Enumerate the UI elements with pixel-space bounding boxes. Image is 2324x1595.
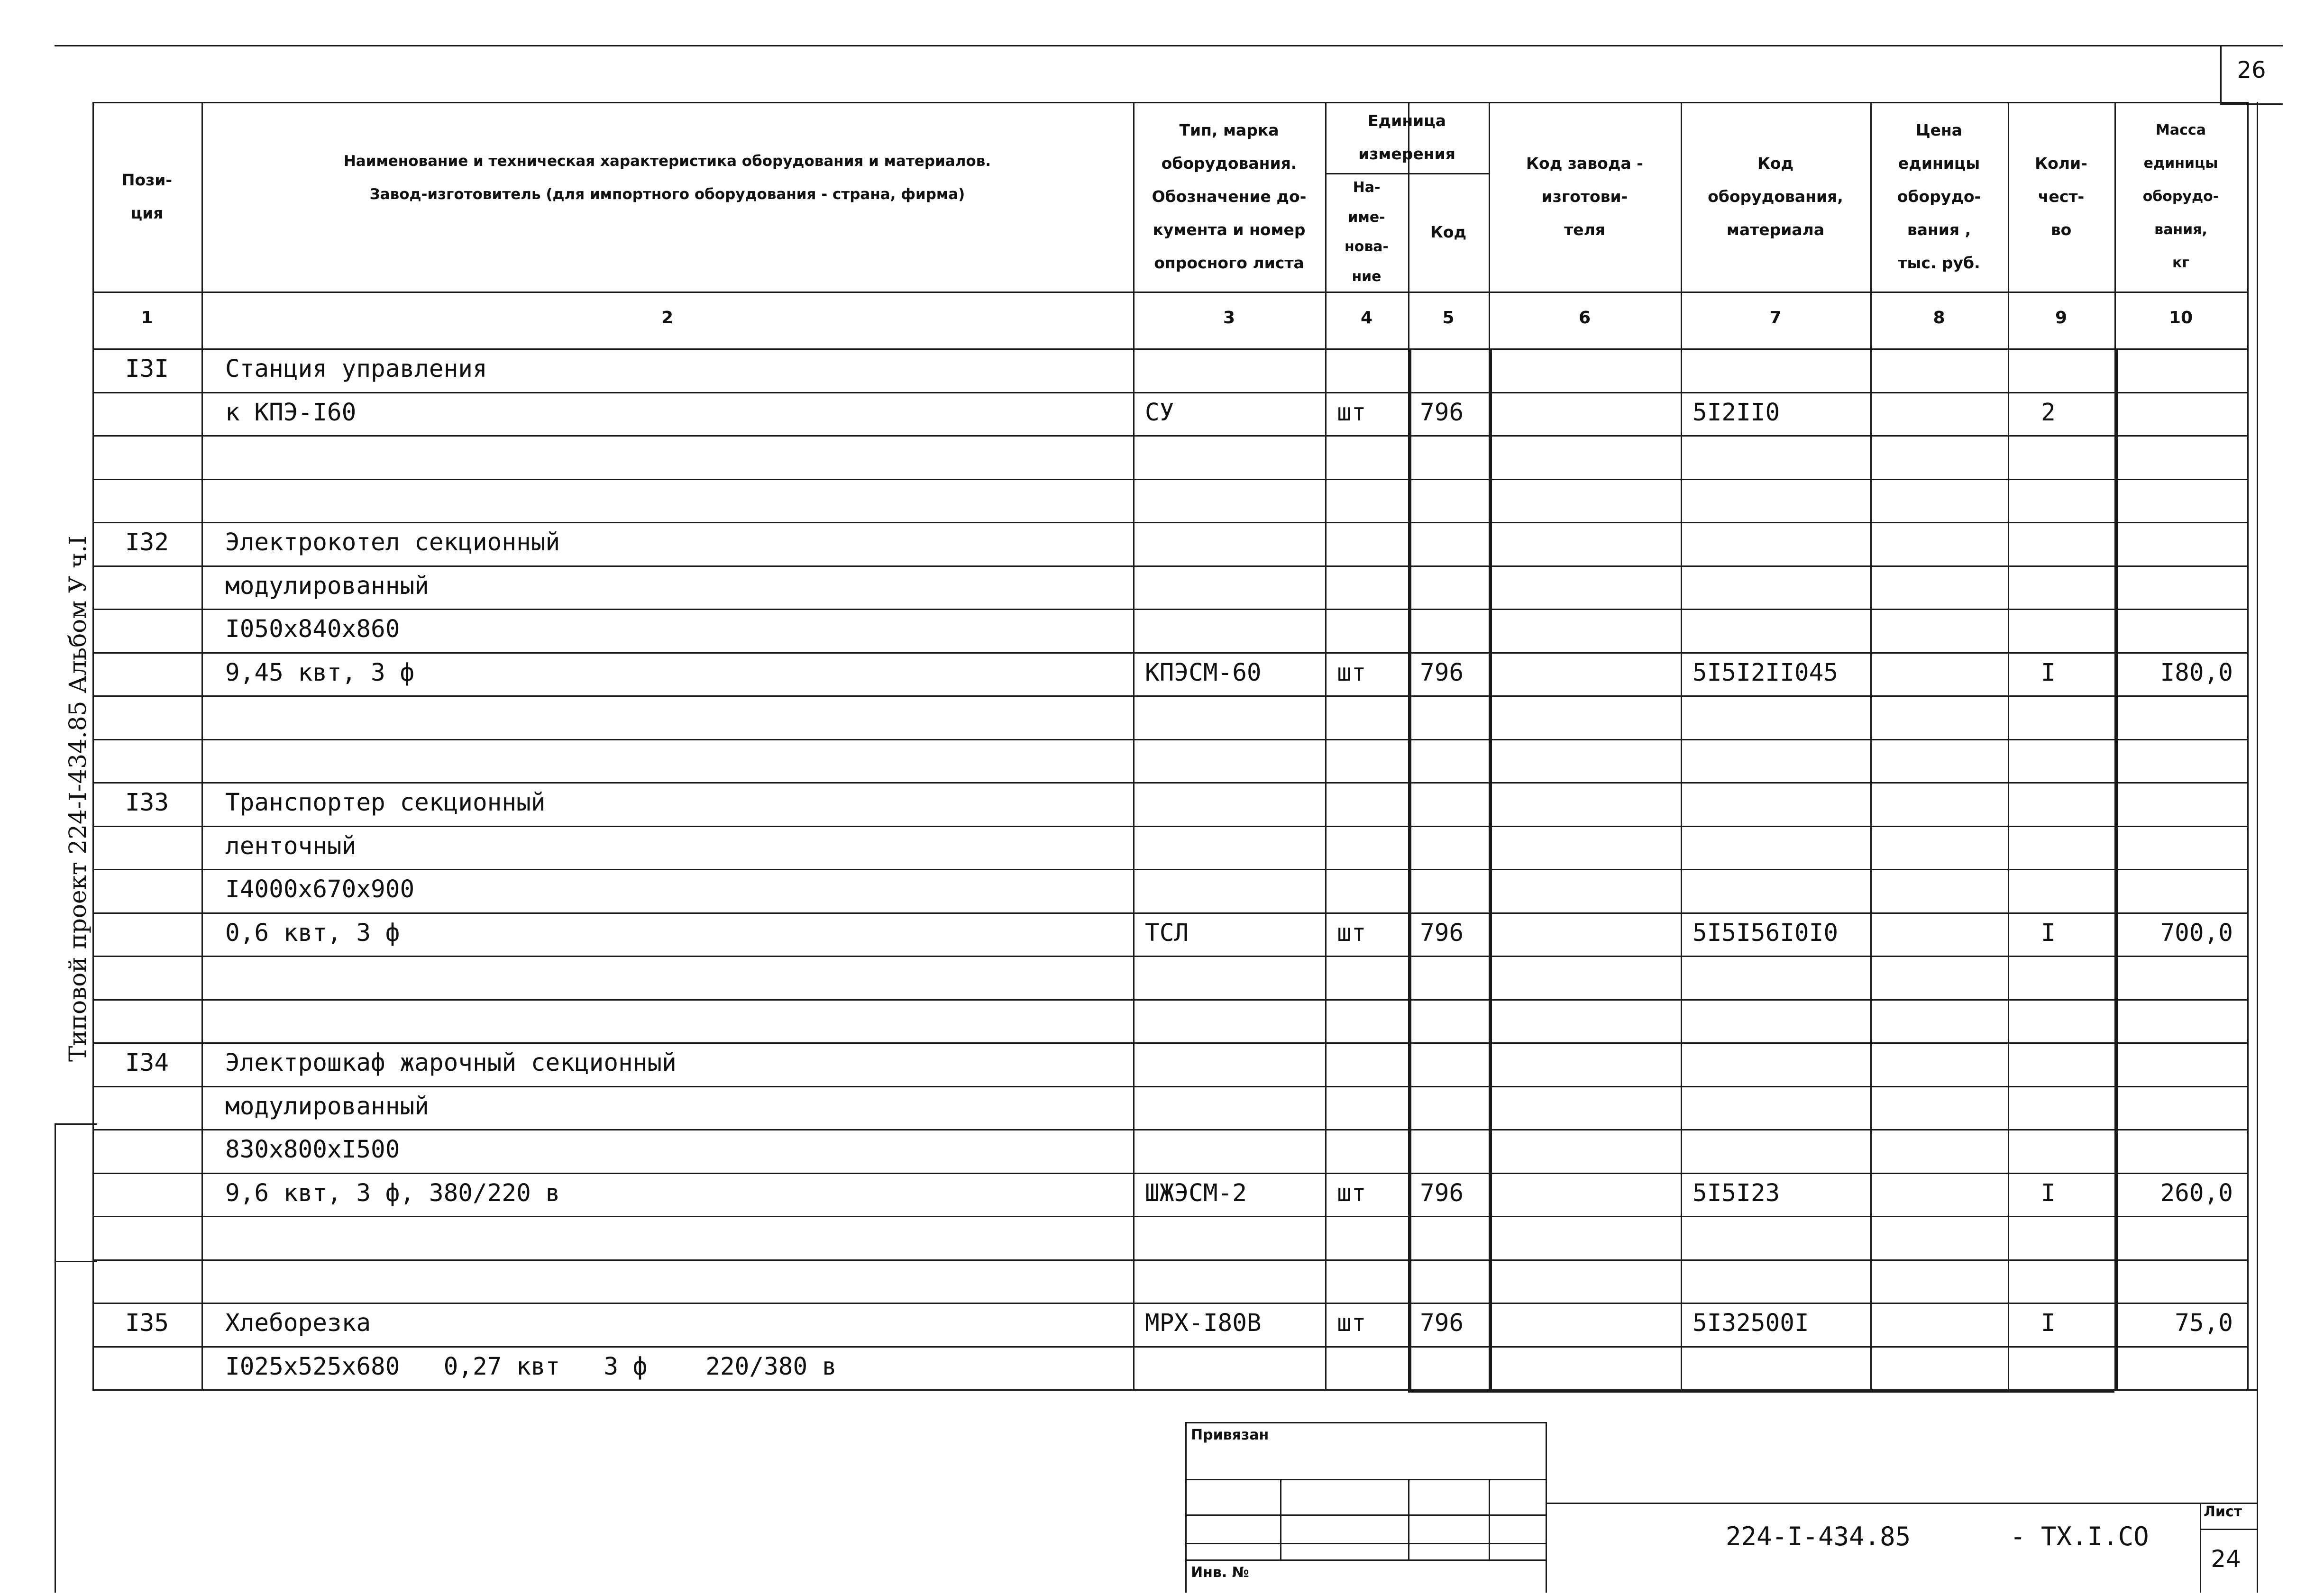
cell-code: 796 (1420, 919, 1464, 947)
header-price: Цена единицы оборудо- вания , тыс. руб. (1897, 121, 1981, 272)
cell-name: Хлеборезка (225, 1309, 371, 1337)
cell-name: Станция управления (225, 355, 487, 383)
cell-pos: I35 (125, 1309, 169, 1337)
cell-equip: 5I32500I (1693, 1309, 1809, 1337)
table-row (0, 869, 2324, 912)
table-top-border (92, 102, 2247, 103)
header-plant-code: Код завода - изготови- теля (1526, 154, 1643, 239)
stamp-line (2200, 1529, 2257, 1530)
stamp-bound-label: Привязан (1191, 1427, 1269, 1443)
table-row (0, 1259, 2324, 1303)
column-number: 10 (2168, 308, 2193, 328)
cell-mass: 260,0 (2160, 1179, 2233, 1207)
table-row (0, 392, 2324, 436)
column-number: 1 (141, 308, 153, 328)
cell-qty: 2 (2041, 398, 2056, 427)
cell-name: Электрошкаф жарочный секционный (225, 1049, 677, 1077)
stamp-block (1185, 1422, 2276, 1593)
cell-mass: I80,0 (2160, 658, 2233, 687)
table-row (0, 1129, 2324, 1173)
cell-name: ленточный (225, 832, 357, 860)
cell-unit: шт (1337, 658, 1366, 687)
table-row (0, 739, 2324, 783)
stamp-line (1546, 1503, 2257, 1504)
cell-mass: 700,0 (2160, 919, 2233, 947)
stamp-line (1185, 1514, 1546, 1516)
table-row (0, 1346, 2324, 1390)
cell-name: 9,45 квт, 3 ф (225, 658, 415, 687)
cell-name: I050x840x860 (225, 615, 400, 643)
header-name: Наименование и техническая характеристика оборудования и материалов. Завод-изготовитель (для импортного оборудования - страна, фирма) (343, 153, 991, 203)
header-position: Пози- ция (121, 171, 173, 222)
table-row (0, 1216, 2324, 1259)
table-row (0, 1173, 2324, 1216)
cell-name: Электрокотел секционный (225, 529, 560, 556)
cell-pos: I32 (125, 529, 169, 556)
cell-code: 796 (1420, 1309, 1464, 1337)
stamp-line (1185, 1559, 1546, 1561)
cell-type: СУ (1145, 398, 1174, 427)
cell-mass: 75,0 (2175, 1309, 2233, 1337)
column-number: 3 (1223, 308, 1235, 328)
cell-unit: шт (1337, 1179, 1366, 1207)
cell-pos: I3I (125, 355, 169, 383)
header-unit-group: Единица измерения (1358, 111, 1455, 163)
cell-name: модулированный (225, 1092, 429, 1121)
stamp-line (1185, 1479, 1546, 1480)
cell-code: 796 (1420, 1179, 1464, 1207)
cell-type: КПЭСМ-60 (1145, 658, 1262, 687)
column-number: 9 (2055, 308, 2068, 328)
column-number: 7 (1769, 308, 1782, 328)
table-row (0, 782, 2324, 826)
stamp-line (1185, 1422, 1187, 1593)
cell-type: ШЖЭСМ-2 (1145, 1179, 1247, 1207)
cell-qty: I (2041, 1179, 2056, 1207)
cell-equip: 5I2II0 (1693, 398, 1780, 427)
cell-code: 796 (1420, 658, 1464, 687)
stamp-line (1408, 1479, 1409, 1559)
cell-name: 830x800xI500 (225, 1136, 400, 1164)
stamp-doc-suffix: - ТХ.I.СО (2010, 1522, 2149, 1551)
cell-equip: 5I5I56I0I0 (1693, 919, 1839, 947)
cell-name: Транспортер секционный (225, 789, 546, 817)
cell-unit: шт (1337, 919, 1366, 947)
table-row (0, 956, 2324, 999)
cell-qty: I (2041, 1309, 2056, 1337)
table-row (0, 609, 2324, 652)
table-row (0, 1086, 2324, 1130)
table-row (0, 479, 2324, 522)
table-row (0, 912, 2324, 956)
cell-equip: 5I5I23 (1693, 1179, 1780, 1207)
column-number: 6 (1578, 308, 1591, 328)
cell-type: ТСЛ (1145, 919, 1189, 947)
column-number: 5 (1442, 308, 1455, 328)
stamp-line (1280, 1479, 1281, 1559)
sheet-top-number: 26 (2237, 57, 2266, 83)
cell-name: I025x525x680 0,27 квт 3 ф 220/380 в (225, 1352, 837, 1381)
table-row (0, 435, 2324, 479)
cell-name: модулированный (225, 572, 429, 600)
cell-name: к КПЭ-I60 (225, 398, 357, 427)
header-unit-code: Код (1430, 223, 1467, 241)
header-mass: Масса единицы оборудо- вания, кг (2142, 122, 2219, 271)
header-type: Тип, марка оборудования. Обозначение до- кумента и номер опросного листа (1152, 121, 1307, 272)
stamp-sheet-number: 24 (2211, 1545, 2241, 1573)
stamp-doc-code: 224-I-434.85 (1726, 1522, 1911, 1551)
stamp-line (1489, 1479, 1490, 1559)
side-label: Типовой проект 224-I-434.85 Альбом У ч.I (64, 536, 91, 1062)
cell-type: МРХ-I80В (1145, 1309, 1262, 1337)
header-equipment-code: Код оборудования, материала (1708, 154, 1843, 239)
cell-qty: I (2041, 658, 2056, 687)
header-unit-name: На- име- нова- ние (1344, 179, 1389, 285)
table-row (0, 522, 2324, 565)
table-row (0, 695, 2324, 739)
cell-name: 0,6 квт, 3 ф (225, 919, 400, 947)
column-number: 8 (1933, 308, 1945, 328)
stamp-inv-label: Инв. № (1191, 1564, 1249, 1581)
table-row (0, 1042, 2324, 1086)
cell-qty: I (2041, 919, 2056, 947)
table-row (0, 999, 2324, 1043)
body-bottom (92, 1389, 2257, 1391)
cell-unit: шт (1337, 1309, 1366, 1337)
stamp-line (1546, 1422, 1547, 1593)
table-row (0, 826, 2324, 869)
table-row (0, 652, 2324, 696)
table-row (0, 565, 2324, 609)
stamp-sheet-label: Лист (2204, 1504, 2242, 1520)
cell-pos: I33 (125, 789, 169, 817)
cell-unit: шт (1337, 398, 1366, 427)
cell-name: I4000x670x900 (225, 875, 415, 903)
stamp-line (1185, 1422, 1546, 1423)
stamp-line (1185, 1543, 1546, 1544)
cell-code: 796 (1420, 398, 1464, 427)
header-quantity: Коли- чест- во (2035, 154, 2087, 239)
column-number: 4 (1360, 308, 1373, 328)
header-bottom-border (92, 292, 2247, 293)
cell-name: 9,6 квт, 3 ф, 380/220 в (225, 1179, 560, 1207)
cell-equip: 5I5I2II045 (1693, 658, 1839, 687)
table-row (0, 348, 2324, 392)
cell-pos: I34 (125, 1049, 169, 1077)
stamp-line (2200, 1503, 2201, 1593)
table-row (0, 1303, 2324, 1346)
column-number: 2 (661, 308, 674, 328)
